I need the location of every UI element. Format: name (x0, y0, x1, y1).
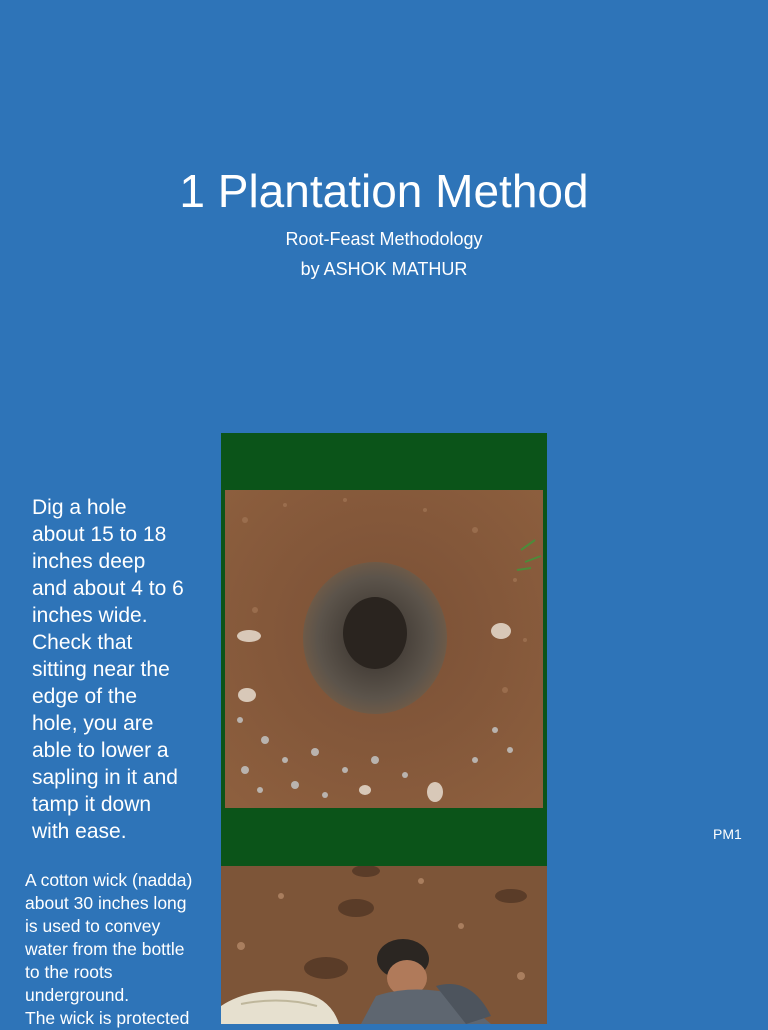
instruction-text-wick: A cotton wick (nadda) about 30 inches long is used to convey water from the bottle to the roots underground. The wick is protected (25, 870, 193, 1028)
slide-subtitle: Root-Feast Methodology (285, 229, 483, 249)
instruction-text-dig-hole: Dig a hole about 15 to 18 inches deep and about 4 to 6 inches wide. Check that sitting near the edge of the hole, you are able to lower a sapling in it and tamp it down with ease. (32, 496, 184, 843)
hole-photo-frame (221, 433, 547, 866)
slide-number-label: PM1 (713, 826, 742, 842)
dug-hole-photo (225, 490, 543, 808)
slide-title: 1 Plantation Method (179, 165, 589, 217)
slide-author: by ASHOK MATHUR (300, 259, 468, 279)
digging-photo-frame (221, 866, 547, 1024)
man-digging-photo (221, 866, 547, 1024)
